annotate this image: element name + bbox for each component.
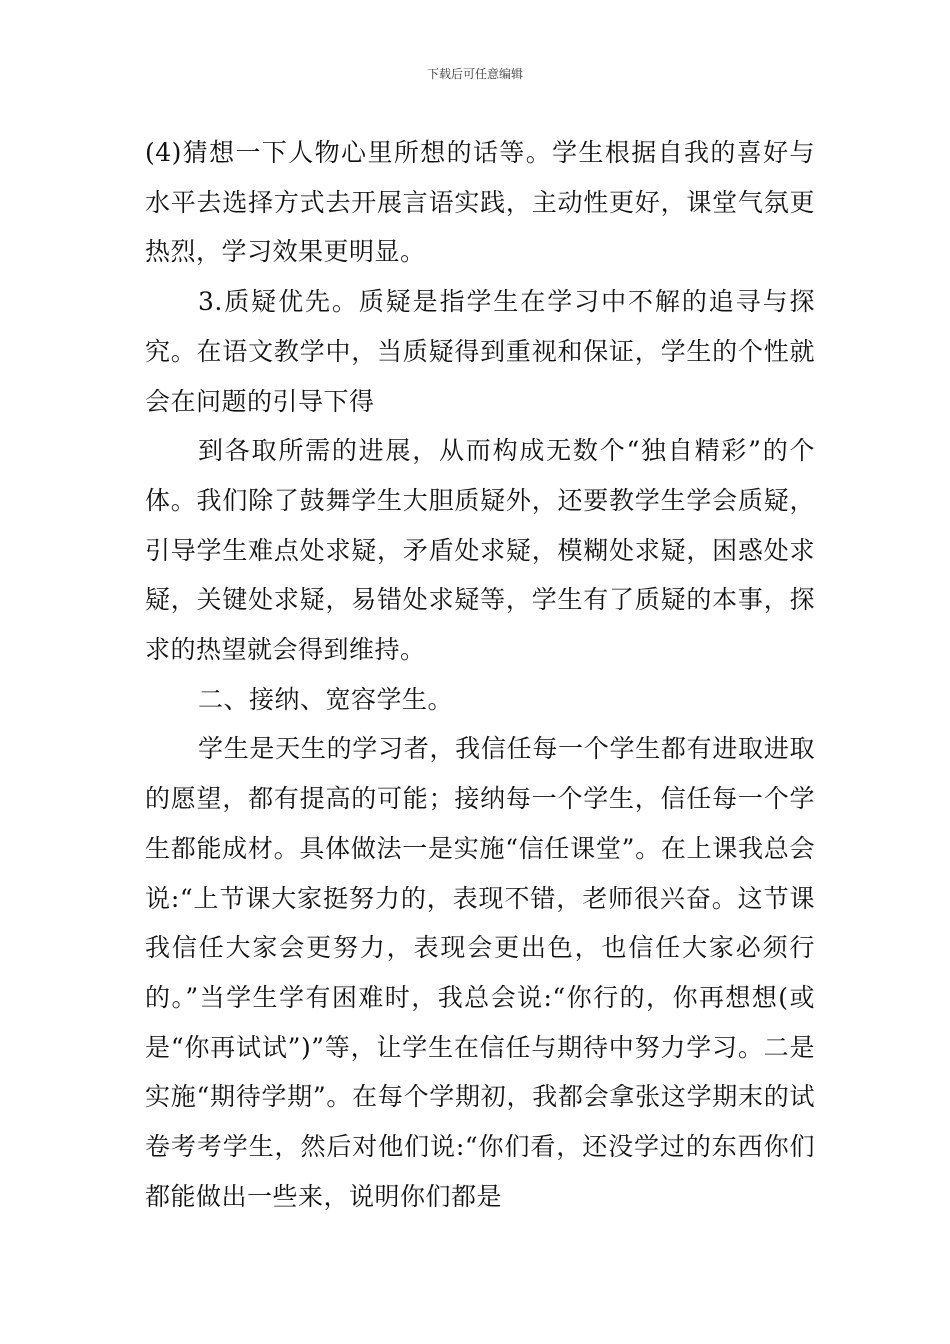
paragraph-3: 到各取所需的进展，从而构成无数个“独自精彩”的个体。我们除了鼓舞学生大胆质疑外，还要教学生学会质疑，引导学生难点处求疑，矛盾处求疑，模糊处求疑，困惑处求疑，关键处求疑，易错处求疑等，学生有了质疑的本事，探求的热望就会得到维持。 bbox=[145, 436, 815, 665]
page-header: 下载后可任意编辑 bbox=[426, 67, 523, 81]
section-heading: 二、接纳、宽容学生。 bbox=[198, 684, 454, 714]
paragraph-2: 3.质疑优先。质疑是指学生在学习中不解的追寻与探究。在语文教学中，当质疑得到重视和保证，学生的个性就会在问题的引导下得 bbox=[145, 287, 815, 416]
paragraph-1: (4)猜想一下人物心里所想的话等。学生根据自我的喜好与水平去选择方式去开展言语实践，主动性更好，课堂气氛更热烈，学习效果更明显。 bbox=[145, 138, 815, 267]
paragraph-4: 学生是天生的学习者，我信任每一个学生都有进取进取的愿望，都有提高的可能；接纳每一个学生，信任每一个学生都能成材。具体做法一是实施“信任课堂”。在上课我总会说:“上节课大家挺努力的，表现不错，老师很兴奋。这节课我信任大家会更努力，表现会更出色，也信任大家必须行的。”当学生学有困难时，我总会说:“你行的，你再想想(或是“你再试试”)”等，让学生在信任与期待中努力学习。二是实施“期待学期”。在每个学期初，我都会拿张这学期末的试卷考考学生，然后对他们说:“你们看，还没学过的东西你们都能做出一些来，说明你们都是 bbox=[145, 734, 815, 1211]
document-body bbox=[145, 128, 815, 1221]
